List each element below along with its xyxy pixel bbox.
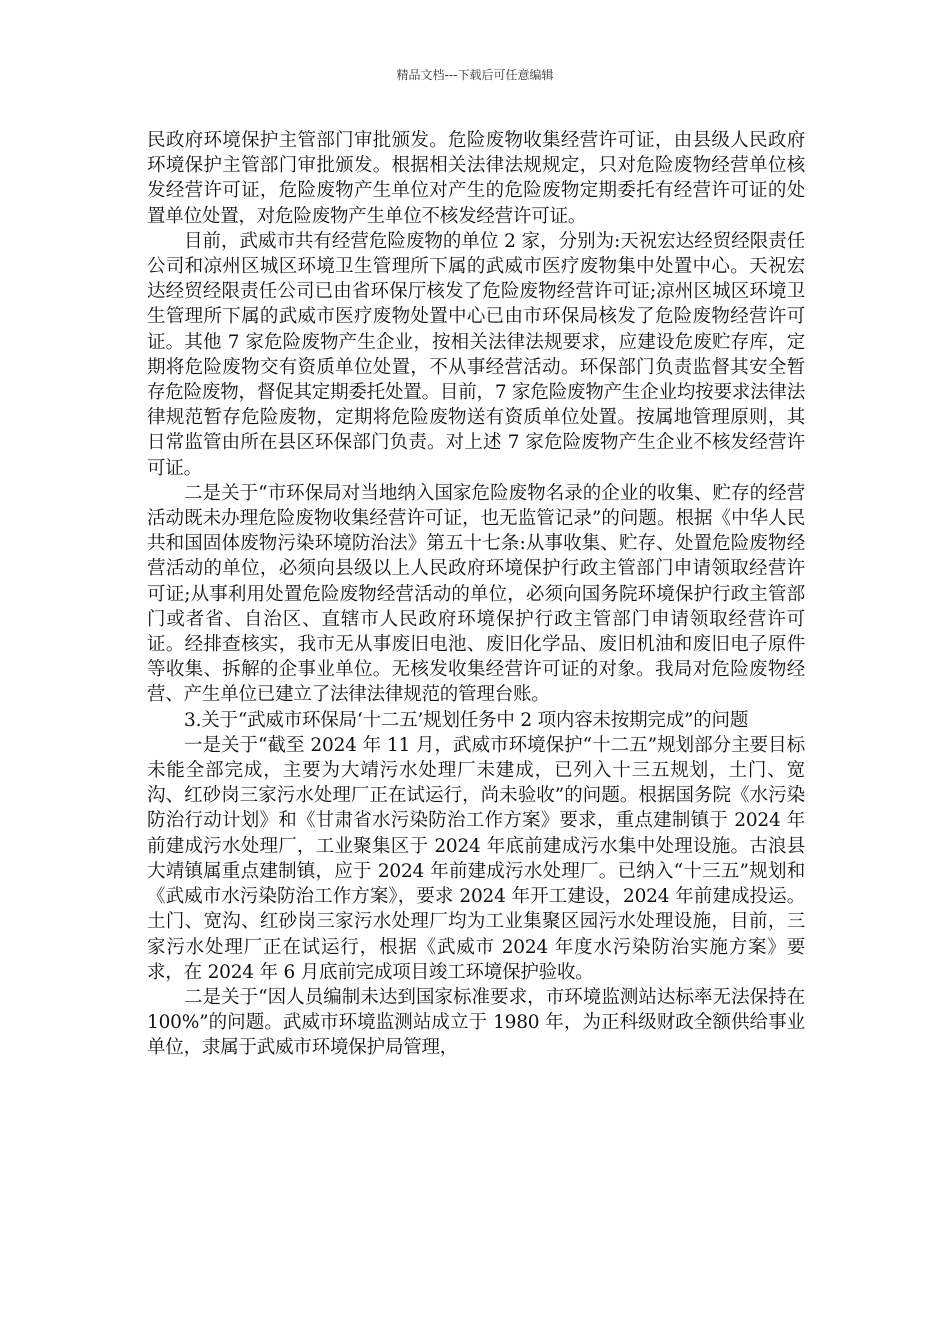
section-heading: 3.关于“武威市环保局‘十二五’规划任务中 2 项内容未按期完成”的问题 [184,709,749,731]
document-body [147,128,805,1061]
paragraph-3: 二是关于“市环保局对当地纳入国家危险废物名录的企业的收集、贮存的经营活动既未办理危险废物收集经营许可证，也无监管记录”的问题。根据《中华人民共和国固体废物污染环境防治法》第五十七条:从事收集、贮存、处置危险废物经营活动的单位，必须向县级以上人民政府环境保护行政主管部门申请领取经营许可证;从事利用处置危险废物经营活动的单位，必须向国务院环境保护行政主管部门或者省、自治区、直辖市人民政府环境保护行政主管部门申请领取经营许可证。经排查核实，我市无从事废旧电池、废旧化学品、废旧机油和废旧电子原件等收集、拆解的企事业单位。无核发收集经营许可证的对象。我局对危险废物经营、产生单位已建立了法律法律规范的管理台账。 [147,482,805,706]
paragraph-4: 一是关于“截至 2024 年 11 月，武威市环境保护“十二五”规划部分主要目标未能全部完成，主要为大靖污水处理厂未建成，已列入十三五规划，土门、宽沟、红砂岗三家污水处理厂正在试运行，尚未验收”的问题。根据国务院《水污染防治行动计划》和《甘肃省水污染防治工作方案》要求，重点建制镇于 2024 年前建成污水处理厂，工业聚集区于 2024 年底前建成污水集中处理设施。古浪县大靖镇属重点建制镇，应于 2024 年前建成污水处理厂。已纳入“十三五”规划和《武威市水污染防治工作方案》，要求 2024 年开工建设，2024 年前建成投运。土门、宽沟、红砂岗三家污水处理厂均为工业集聚区园污水处理设施，目前，三家污水处理厂正在试运行，根据《武威市 2024 年度水污染防治实施方案》要求，在 2024 年 6 月底前完成项目竣工环境保护验收。 [147,734,805,983]
page-header: 精品文档---下载后可任意编辑 [396,68,554,82]
paragraph-2: 目前，武威市共有经营危险废物的单位 2 家，分别为:天祝宏达经贸经限责任公司和凉州区城区环境卫生管理所下属的武威市医疗废物集中处置中心。天祝宏达经贸经限责任公司已由省环保厅核发了危险废物经营许可证;凉州区城区环境卫生管理所下属的武威市医疗废物处置中心已由市环保局核发了危险废物经营许可证。其他 7 家危险废物产生企业，按相关法律法规要求，应建设危废贮存库，定期将危险废物交有资质单位处置，不从事经营活动。环保部门负责监督其安全暂存危险废物，督促其定期委托处置。目前，7 家危险废物产生企业均按要求法律法律规范暂存危险废物，定期将危险废物送有资质单位处置。按属地管理原则，其日常监管由所在县区环保部门负责。对上述 7 家危险废物产生企业不核发经营许可证。 [147,230,805,479]
paragraph-5: 二是关于“因人员编制未达到国家标准要求，市环境监测站达标率无法保持在 100%”的问题。武威市环境监测站成立于 1980 年，为正科级财政全额供给事业单位，隶属于武威市环境保护局管理， [147,986,805,1059]
paragraph-1: 民政府环境保护主管部门审批颁发。危险废物收集经营许可证，由县级人民政府环境保护主管部门审批颁发。根据相关法律法规规定，只对危险废物经营单位核发经营许可证，危险废物产生单位对产生的危险废物定期委托有经营许可证的处置单位处置，对危险废物产生单位不核发经营许可证。 [147,130,805,227]
